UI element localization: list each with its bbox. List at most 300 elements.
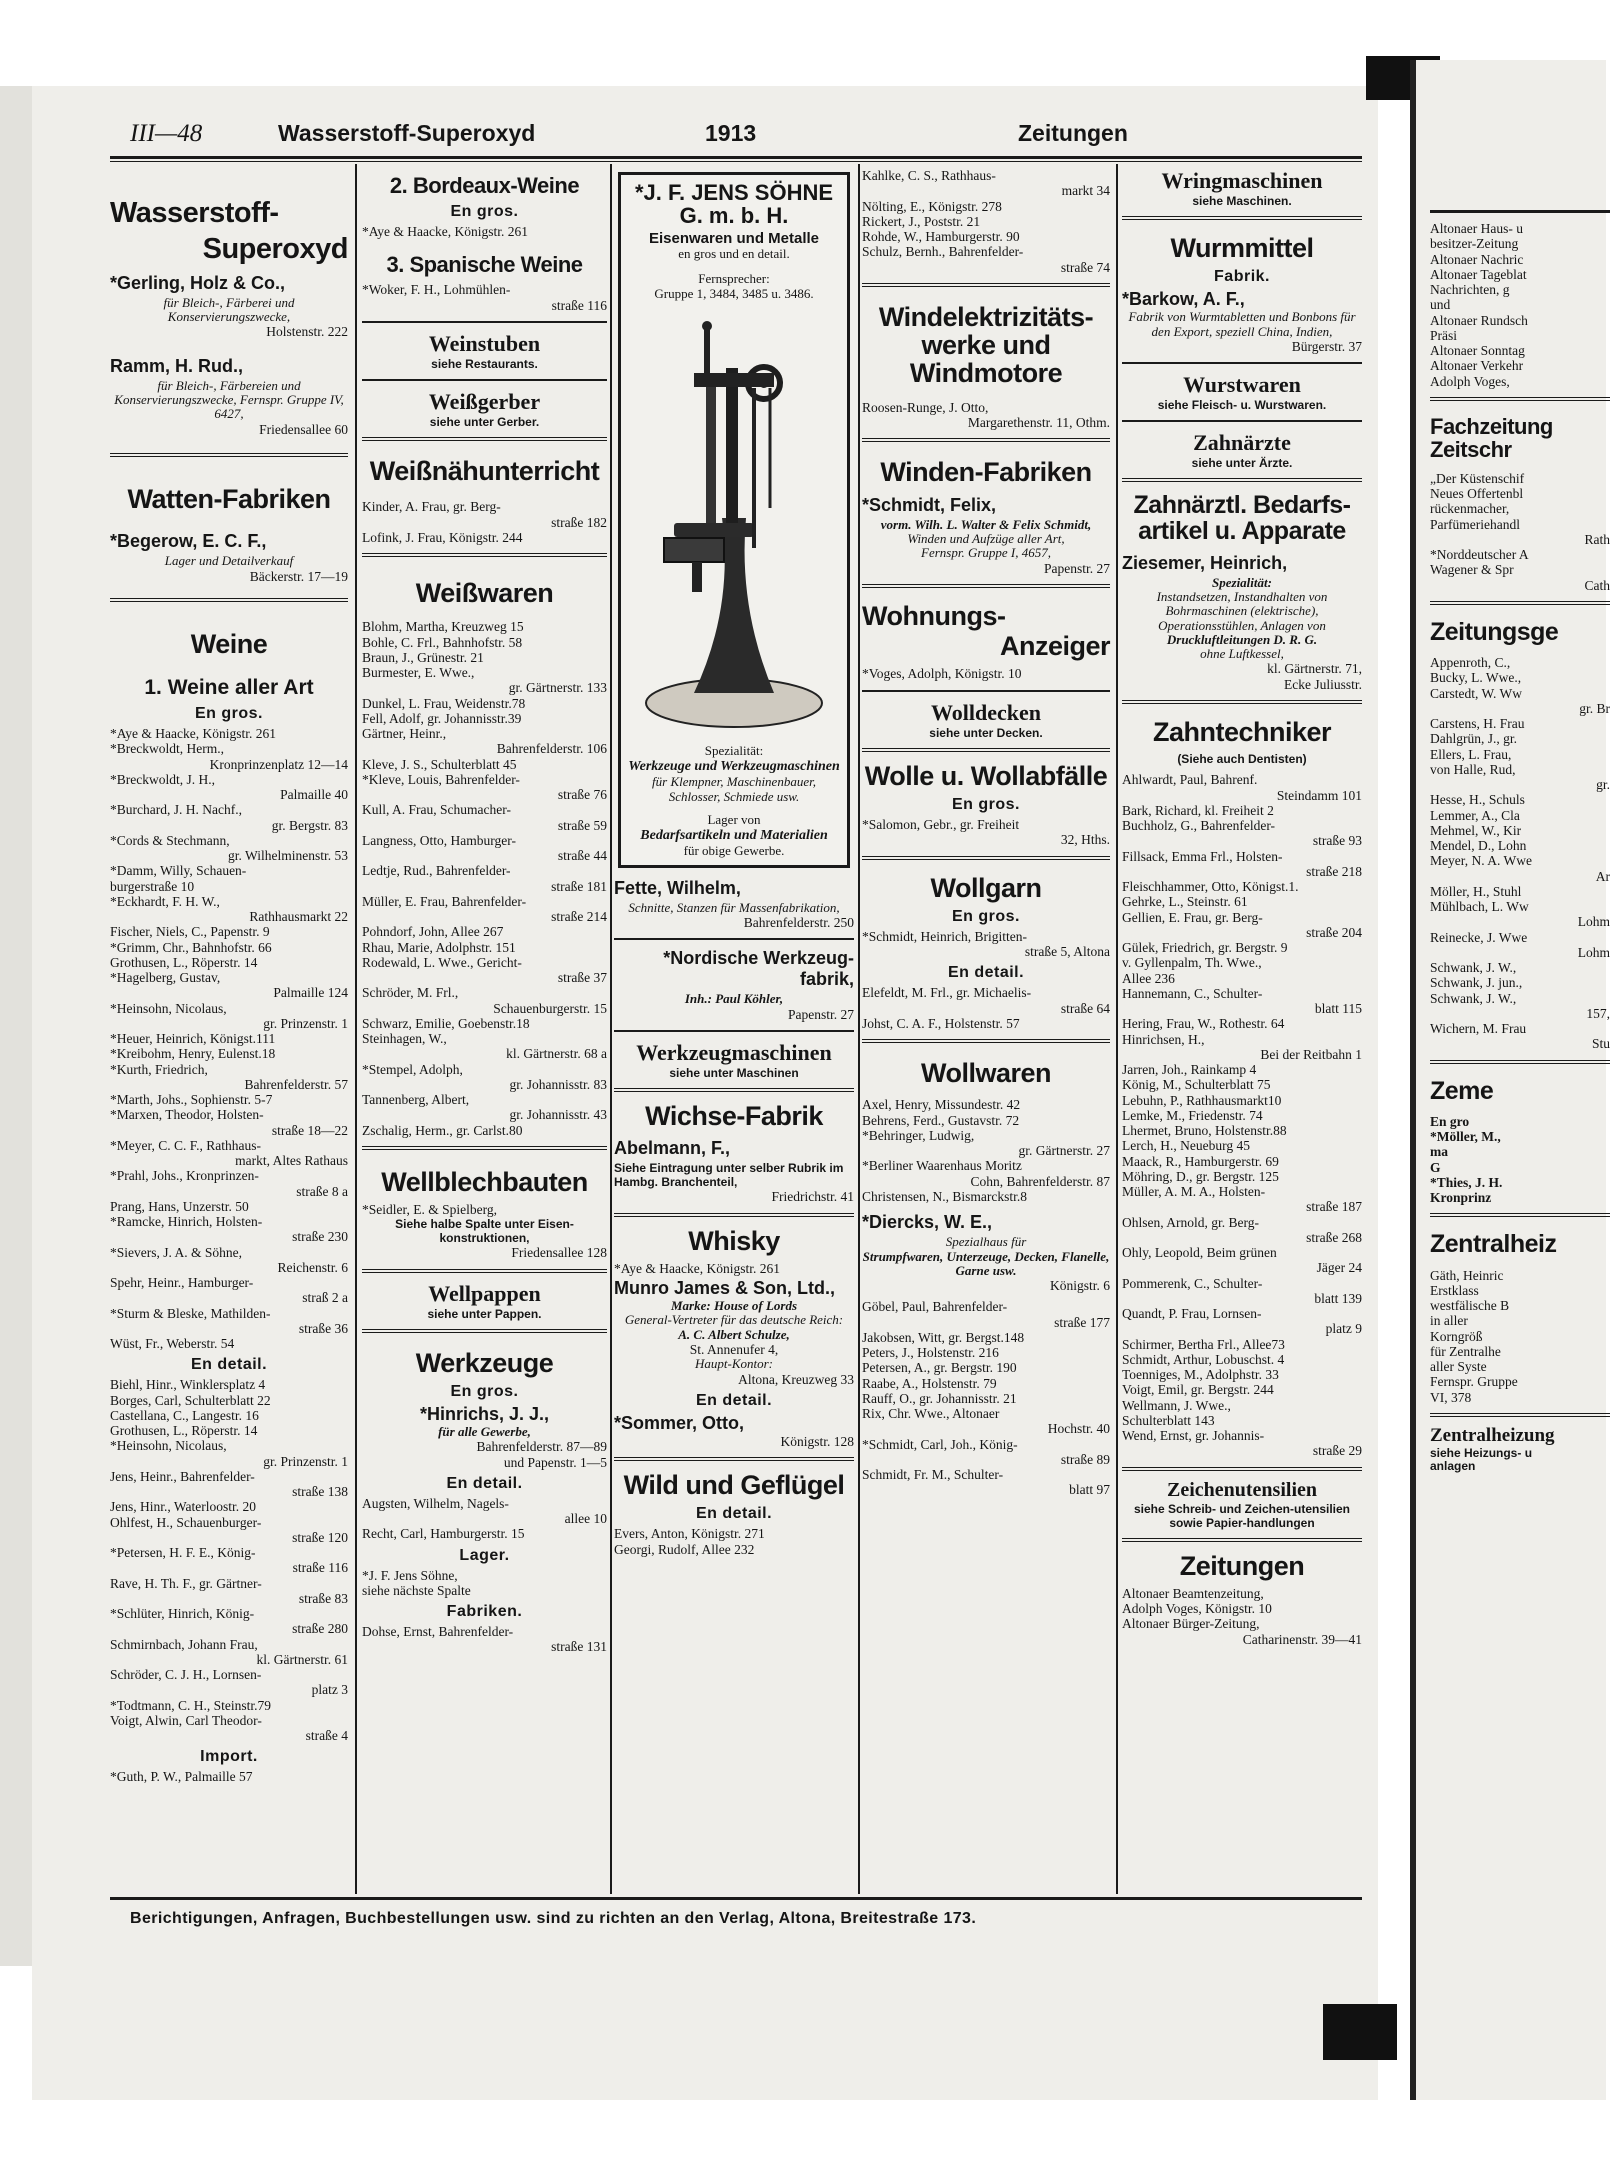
firm-note: Schnitte, Stanzen für Massenfabrikation,	[628, 899, 840, 915]
firm-note: A. C. Albert Schulze,	[678, 1326, 790, 1342]
list-item: Altonaer Tageblat	[1430, 266, 1527, 282]
list-item: *Heinsohn, Nicolaus,	[110, 1438, 227, 1454]
firm-note: für Bleich-, Färbereien und Konservierungszwecke, Fernspr. Gruppe IV, 6427,	[114, 377, 344, 422]
list-item: Gellien, E. Frau, gr. Berg-	[1122, 909, 1263, 925]
list-item: Pommerenk, C., Schulter-	[1122, 1275, 1263, 1291]
list-item: Grothusen, L., Röperstr. 14	[110, 954, 258, 970]
list-item: Langness, Otto, Hamburger-	[362, 832, 516, 848]
list-item: Jarren, Joh., Rainkamp 4	[1122, 1062, 1257, 1078]
next-page-text	[1430, 210, 1610, 1474]
list-item: gr. Bergstr. 83	[271, 817, 348, 833]
list-item: *Woker, F. H., Lohmühlen-	[362, 282, 511, 298]
list-item: Mendel, D., Lohn	[1430, 838, 1527, 854]
list-item: Petersen, A., gr. Bergstr. 190	[862, 1360, 1017, 1376]
ref-note: siehe unter Gerber.	[429, 414, 540, 429]
list-item: blatt 97	[1069, 1482, 1110, 1498]
ref-heading: Wolldecken	[930, 699, 1041, 725]
section-rule	[1122, 1467, 1362, 1471]
ref-heading: Werkzeugmaschinen	[636, 1039, 832, 1065]
list-item: Evers, Anton, Königstr. 271	[614, 1526, 765, 1542]
firm-note: für Bleich-, Färberei und Konservierungszwecke,	[163, 294, 295, 325]
list-item: Dohse, Ernst, Bahrenfelder-	[362, 1624, 514, 1640]
list-item: straße 5, Altona	[1024, 944, 1110, 960]
list-item: *Todtmann, C. H., Steinstr.79	[110, 1697, 272, 1713]
section-rule	[362, 1146, 607, 1150]
section-rule	[1430, 601, 1610, 605]
list-item: Schulz, Bernh., Bahrenfelder-	[862, 244, 1024, 260]
list-item: *Aye & Haacke, Königstr. 261	[362, 224, 528, 240]
list-item: blatt 115	[1314, 1001, 1362, 1017]
firm-address: Altona, Kreuzweg 33	[738, 1371, 854, 1387]
list-item: von Halle, Rud,	[1430, 761, 1516, 777]
list-item: Rathhausmarkt 22	[249, 909, 348, 925]
list-item: *Damm, Willy, Schauen-	[110, 863, 247, 879]
list-item: straße 280	[292, 1621, 348, 1637]
ref-heading: Zahnärzte	[1193, 430, 1291, 456]
heading-weissnaeh: Weißnähunterricht	[369, 455, 600, 486]
drill-press-illustration	[634, 308, 834, 738]
list-item: straße 18—22	[271, 1122, 348, 1138]
list-item: Rauff, O., gr. Johannisstr. 21	[862, 1390, 1017, 1406]
column-3	[614, 168, 854, 1890]
column-rule	[1116, 164, 1118, 1894]
list-item: *Marth, Johs., Sophienstr. 5-7	[110, 1092, 273, 1108]
list-item: Palmaille 40	[280, 787, 348, 803]
list-item: aller Syste	[1430, 1359, 1487, 1375]
firm-name: Munro James & Son, Ltd.,	[614, 1278, 836, 1299]
entry-list	[862, 1097, 1110, 1204]
list-item: *Marxen, Theodor, Holsten-	[110, 1107, 264, 1123]
list-item: straße 89	[1060, 1451, 1110, 1467]
entry-list	[862, 985, 1110, 1031]
list-item: Parfümeriehandl	[1430, 516, 1520, 532]
list-item: Schwank, J. W.,	[1430, 990, 1517, 1006]
list-item: *Hagelberg, Gustav,	[110, 970, 221, 986]
firm-note: für alle Gewerbe,	[438, 1424, 531, 1440]
section-rule	[110, 598, 348, 602]
list-item: straße 182	[551, 514, 607, 530]
list-item: burgerstraße 10	[110, 878, 195, 894]
list-item: allee 10	[564, 1511, 607, 1527]
entry-list	[110, 726, 348, 1351]
list-item: Schwank, J. jun.,	[1430, 975, 1523, 991]
list-item: siehe Heizungs- u	[1430, 1445, 1533, 1460]
list-item: Schauenburgerstr. 15	[493, 1000, 607, 1016]
heading-weisswaren: Weißwaren	[415, 578, 554, 609]
list-item: Lofink, J. Frau, Königstr. 244	[362, 529, 523, 545]
list-item: Schröder, C. J. H., Lornsen-	[110, 1667, 262, 1683]
label-import: Import.	[200, 1748, 258, 1766]
list-item: ma	[1430, 1144, 1448, 1160]
list-item: Spehr, Heinr., Hamburger-	[110, 1275, 254, 1291]
page-number: III—48	[130, 120, 203, 147]
list-item: Toenniges, M., Adolphstr. 33	[1122, 1367, 1279, 1383]
list-item: *Norddeutscher A	[1430, 547, 1529, 563]
label-fabriken: Fabriken.	[446, 1603, 523, 1621]
list-item: straß 2 a	[302, 1290, 348, 1306]
ref-note: siehe Maschinen.	[1192, 194, 1292, 208]
list-item: besitzer-Zeitung	[1430, 236, 1519, 252]
firm-address: Königstr. 128	[780, 1433, 854, 1449]
list-item: *Schlüter, Hinrich, König-	[110, 1606, 255, 1622]
section-rule	[862, 283, 1110, 287]
list-item: Ar	[1595, 868, 1610, 884]
list-item: Nachrichten, g	[1430, 282, 1510, 297]
ad-text: Lager von	[707, 811, 761, 827]
list-item: *Stempel, Adolph,	[362, 1061, 463, 1077]
section-rule	[1122, 362, 1362, 364]
firm-name: *Begerow, E. C. F.,	[110, 531, 267, 552]
list-item: Schirmer, Bertha Frl., Allee73	[1122, 1336, 1285, 1352]
firm-note: Druckluftleitungen D. R. G.	[1166, 631, 1318, 647]
running-head-title: Wasserstoff-Superoxyd	[278, 120, 536, 146]
list-item: Bei der Reitbahn 1	[1260, 1046, 1362, 1062]
section-rule	[1430, 397, 1610, 401]
section-rule	[862, 1039, 1110, 1043]
heading-watten: Watten-Fabriken	[127, 483, 331, 514]
column-1	[110, 168, 348, 1890]
firm-note: Spezialität:	[1212, 574, 1272, 590]
section-rule	[1122, 700, 1362, 704]
list-item: platz 9	[1325, 1321, 1362, 1337]
list-item: Burmester, E. Wwe.,	[362, 665, 475, 681]
list-item: Catharinenstr. 39—41	[1242, 1631, 1362, 1647]
list-item: siehe nächste Spalte	[362, 1582, 471, 1598]
list-item: Müller, A. M. A., Holsten-	[1122, 1184, 1266, 1200]
list-item: Dahlgrün, J., gr.	[1430, 731, 1517, 747]
list-item: Gehrke, L., Steinstr. 61	[1122, 894, 1248, 910]
list-item: Maack, R., Hamburgerstr. 69	[1122, 1153, 1279, 1169]
label-lager: Lager.	[459, 1546, 510, 1564]
list-item: Schröder, M. Frl.,	[362, 985, 459, 1001]
entry-list	[362, 1496, 607, 1542]
ad-text: Spezialität:	[704, 743, 764, 758]
list-item: *Schmidt, Heinrich, Brigitten-	[862, 928, 1027, 944]
list-item: *Salomon, Gebr., gr. Freiheit	[862, 817, 1020, 833]
list-item: straße 74	[1060, 259, 1110, 275]
heading-zeitungen: Zeitungen	[1179, 1550, 1305, 1581]
firm-note: Marke: House of Lords	[670, 1298, 798, 1314]
ref-note: siehe Fleisch- u. Wurstwaren.	[1157, 398, 1327, 413]
list-item: Rath	[1584, 531, 1610, 547]
ad-specialty: Bedarfsartikeln und Materialien	[640, 827, 828, 843]
heading-bordeaux: 2. Bordeaux-Weine	[389, 173, 580, 198]
label-en-gros: En gros.	[450, 203, 519, 221]
list-item: Carstens, H. Frau	[1430, 716, 1525, 732]
list-item: markt 34	[1061, 183, 1110, 199]
column-2	[362, 168, 607, 1890]
list-item: Behrens, Ferd., Gustavstr. 72	[862, 1112, 1020, 1128]
list-item: Stu	[1591, 1036, 1610, 1052]
heading-wasserstoff: Wasserstoff-	[110, 197, 279, 229]
list-item: Altonaer Nachric	[1430, 251, 1524, 267]
firm-address: Bürgerstr. 37	[1291, 338, 1362, 354]
heading-werkzeuge: Werkzeuge	[415, 1347, 554, 1378]
list-item: straße 187	[1306, 1199, 1362, 1215]
list-item: Fillsack, Emma Frl., Holsten-	[1122, 848, 1283, 864]
list-item: Schwank, J. W.,	[1430, 960, 1517, 976]
firm-name: Abelmann, F.,	[614, 1138, 731, 1159]
ad-specialty: Werkzeuge und Werkzeugmaschinen	[628, 758, 840, 774]
section-rule	[1430, 1213, 1610, 1217]
firm-name: *Nordische Werkzeug-fabrik,	[663, 948, 854, 990]
list-item: straße 230	[292, 1229, 348, 1245]
list-item: Lebuhn, P., Rathhausmarkt10	[1122, 1092, 1282, 1108]
list-item: blatt 139	[1314, 1290, 1362, 1306]
list-item: Mühlbach, L. Ww	[1430, 899, 1529, 915]
ref-heading: Wringmaschinen	[1161, 168, 1323, 193]
ad-text: Fernsprecher:	[698, 271, 770, 287]
list-item: kl. Gärtnerstr. 61	[256, 1651, 348, 1667]
list-item: Christensen, N., Bismarckstr.8	[862, 1188, 1027, 1204]
list-item: Steindamm 101	[1276, 787, 1362, 803]
list-item: Schmirnbach, Johann Frau,	[110, 1636, 258, 1652]
list-item: *Cords & Stechmann,	[110, 832, 230, 848]
list-item: Ohly, Leopold, Beim grünen	[1122, 1245, 1277, 1261]
heading-zahntechniker: Zahntechniker	[1152, 716, 1332, 747]
list-item: Castellana, C., Langestr. 16	[110, 1407, 259, 1423]
list-item: Altonaer Sonntag	[1430, 343, 1525, 358]
ref-heading: Zeichenutensilien	[1166, 1478, 1317, 1501]
heading-wollwaren: Wollwaren	[920, 1058, 1052, 1089]
firm-note: Winden und Aufzüge aller Art,	[907, 530, 1065, 546]
entry-list	[362, 1624, 607, 1655]
section-rule	[362, 553, 607, 557]
firm-name: *Gerling, Holz & Co.,	[110, 272, 286, 293]
list-item: gr. Prinzenstr. 1	[263, 1453, 348, 1469]
section-rule	[1122, 1538, 1362, 1542]
heading-zeitungsge: Zeitungsge	[1430, 617, 1559, 646]
list-item: 157,	[1586, 1005, 1610, 1021]
list-item: Grothusen, L., Röperstr. 14	[110, 1423, 258, 1439]
list-item: Altonaer Verkehr	[1430, 358, 1524, 374]
list-item: Jens, Hinr., Waterloostr. 20	[110, 1499, 257, 1515]
list-item: „Der Küstenschif	[1430, 470, 1525, 486]
list-item: Schulterblatt 143	[1122, 1412, 1215, 1428]
firm-note: Strumpfwaren, Unterzeuge, Decken, Flanelle, Garne usw.	[862, 1248, 1110, 1278]
section-rule	[1430, 210, 1610, 213]
firm-address: Bahrenfelderstr. 87—89	[476, 1439, 607, 1455]
section-rule	[614, 1088, 854, 1092]
list-item: Buchholz, G., Bahrenfelder-	[1122, 818, 1276, 834]
list-item: Bahrenfelderstr. 106	[496, 741, 607, 757]
footer-rule	[110, 1897, 1362, 1900]
heading-windelektrizitaet: Windelektrizitäts-werke und Windmotore	[878, 301, 1094, 389]
list-item: straße 4	[305, 1728, 348, 1744]
list-item: Blohm, Martha, Kreuzweg 15	[362, 619, 524, 635]
entry-list	[1430, 1268, 1610, 1405]
list-item: Fernspr. Gruppe	[1430, 1374, 1518, 1390]
list-item: Pohndorf, John, Allee 267	[362, 924, 504, 940]
list-item: Wend, Ernst, gr. Johannis-	[1122, 1428, 1265, 1444]
list-item: *Kurth, Friedrich,	[110, 1061, 208, 1077]
list-item: gr. Gärtnerstr. 133	[508, 680, 607, 696]
list-item: Ellers, L. Frau,	[1430, 746, 1512, 762]
list-item: Fleischhammer, Otto, Königst.1.	[1122, 879, 1299, 895]
list-item: Reinecke, J. Wwe	[1430, 929, 1528, 945]
running-head	[130, 118, 1360, 152]
ref-note: siehe unter Decken.	[929, 725, 1043, 740]
list-item: *Breckwoldt, J. H.,	[110, 771, 215, 787]
list-item: *Grimm, Chr., Bahnhofstr. 66	[110, 939, 272, 955]
list-item: straße 83	[298, 1590, 348, 1606]
list-item: straße 120	[292, 1529, 348, 1545]
heading-spanische: 3. Spanische Weine	[386, 252, 583, 278]
list-item: Fell, Adolf, gr. Johannisstr.39	[362, 710, 522, 726]
list-item: *Aye & Haacke, Königstr. 261	[110, 726, 276, 742]
section-rule	[862, 748, 1110, 752]
firm-name: *Sommer, Otto,	[614, 1412, 745, 1433]
list-item: und	[1430, 297, 1451, 313]
list-item: straße 116	[292, 1560, 348, 1576]
firm-note: Lager und Detailverkauf	[164, 553, 294, 569]
list-item: *Ramcke, Hinrich, Holsten-	[110, 1214, 263, 1230]
entry-list	[362, 1202, 607, 1217]
section-rule	[862, 690, 1110, 692]
list-item: Steinhagen, W.,	[362, 1031, 447, 1047]
list-item: Lemke, M., Friedenstr. 74	[1122, 1107, 1263, 1123]
list-item: straße 218	[1306, 863, 1362, 879]
heading-zahnaerztl: Zahnärztl. Bedarfs-artikel u. Apparate	[1133, 491, 1351, 546]
ad-text: en gros und en detail.	[678, 246, 790, 262]
list-item: Wichern, M. Frau	[1430, 1021, 1527, 1037]
list-item: Schwarz, Emilie, Goebenstr.18	[362, 1015, 530, 1031]
list-item: Rave, H. Th. F., gr. Gärtner-	[110, 1575, 262, 1591]
list-item: Margarethenstr. 11, Othm.	[967, 415, 1110, 431]
section-rule	[1122, 478, 1362, 482]
list-item: Borges, Carl, Schulterblatt 22	[110, 1392, 271, 1408]
section-rule	[862, 584, 1110, 588]
entry-list	[862, 666, 1110, 681]
list-item: Palmaille 124	[273, 985, 348, 1001]
next-page-fragment	[1410, 60, 1610, 2100]
entry-list	[362, 1568, 607, 1599]
list-item: Ahlwardt, Paul, Bahrenf.	[1122, 772, 1258, 788]
list-item: Möhring, D., gr. Bergstr. 125	[1122, 1168, 1279, 1184]
section-rule	[362, 437, 607, 441]
list-item: straße 36	[298, 1320, 348, 1336]
list-item: Rix, Chr. Wwe., Altonaer	[862, 1406, 1000, 1422]
list-item: Wellmann, J. Wwe.,	[1122, 1397, 1231, 1413]
list-item: Elefeldt, M. Frl., gr. Michaelis-	[862, 985, 1032, 1001]
firm-address: St. Annenufer 4,	[689, 1342, 779, 1358]
list-item: Erstklass	[1430, 1282, 1479, 1298]
list-item: Georgi, Rudolf, Allee 232	[614, 1541, 755, 1557]
label-en-gros: En gros.	[194, 705, 263, 723]
list-item: Kronprinz	[1430, 1190, 1492, 1206]
list-item: Recht, Carl, Hamburgerstr. 15	[362, 1526, 525, 1542]
list-item: Altonaer Bürger-Zeitung,	[1122, 1616, 1260, 1632]
list-item: anlagen	[1430, 1459, 1476, 1474]
list-item: Mehmel, W., Kir	[1430, 822, 1522, 838]
list-item: in aller	[1430, 1313, 1468, 1329]
list-item: markt, Altes Rathaus	[235, 1153, 348, 1169]
list-item: *Kreibohm, Henry, Eulenst.18	[110, 1046, 276, 1062]
heading-fachzeitung: Fachzeitung Zeitschr	[1430, 413, 1553, 462]
list-item: *Voges, Adolph, Königstr. 10	[862, 666, 1022, 682]
label-en-gros: En gros.	[450, 1383, 519, 1401]
entry-list	[862, 168, 1110, 275]
list-item: Gäth, Heinric	[1430, 1267, 1504, 1283]
section-rule	[1430, 1060, 1610, 1064]
list-item: Kinder, A. Frau, gr. Berg-	[362, 499, 501, 515]
section-rule	[110, 453, 348, 457]
list-item: straße 93	[1312, 833, 1362, 849]
list-item: Adolph Voges, Königstr. 10	[1122, 1601, 1272, 1617]
list-item: Korngröß	[1430, 1328, 1483, 1344]
list-item: *Kleve, Louis, Bahrenfelder-	[362, 771, 520, 787]
ref-note: siehe unter Maschinen	[669, 1065, 799, 1080]
list-item: Quandt, P. Frau, Lornsen-	[1122, 1306, 1262, 1322]
list-item: straße 138	[292, 1484, 348, 1500]
firm-address: Friedensallee 60	[259, 421, 348, 437]
list-item: *Heinsohn, Nicolaus,	[110, 1000, 227, 1016]
entry-list	[1122, 1586, 1362, 1647]
list-item: gr. Johannisstr. 83	[509, 1076, 607, 1092]
label-en-detail: En detail.	[695, 1391, 773, 1409]
ref-note: siehe unter Ärzte.	[1191, 456, 1293, 471]
firm-note: Haupt-Kontor:	[695, 1356, 773, 1372]
list-item: *Petersen, H. F. E., König-	[110, 1545, 256, 1561]
list-item: Lhermet, Bruno, Holstenstr.88	[1122, 1123, 1287, 1139]
list-item: *Guth, P. W., Palmaille 57	[110, 1769, 253, 1785]
list-item: Zschalig, Herm., gr. Carlst.80	[362, 1122, 523, 1138]
list-item: gr.	[1596, 777, 1610, 793]
list-item: Kronprinzenplatz 12—14	[209, 756, 348, 772]
firm-note: Instandsetzen, Instandhalten von Bohrmaschinen (elektrische), Operationsstühlen, Anlagen von	[1156, 588, 1328, 633]
label-en-gros: En gros.	[951, 796, 1020, 814]
ref-note: (Siehe auch Dentisten)	[1177, 752, 1307, 767]
list-item: Möller, H., Stuhl	[1430, 883, 1522, 899]
list-item: rückenmacher,	[1430, 501, 1510, 517]
list-item: Wagener & Spr	[1430, 562, 1514, 578]
list-item: Hinrichsen, H.,	[1122, 1031, 1205, 1047]
list-item: G	[1430, 1159, 1441, 1175]
entry-list	[1430, 655, 1610, 1052]
list-item: straße 29	[1312, 1443, 1362, 1459]
list-item: Hochstr. 40	[1047, 1421, 1110, 1437]
list-item: *Berliner Waarenhaus Moritz	[862, 1158, 1022, 1174]
firm-name: Fette, Wilhelm,	[614, 877, 741, 898]
section-rule	[862, 438, 1110, 442]
list-item: Jäger 24	[1316, 1260, 1362, 1276]
cross-reference: Siehe halbe Spalte unter Eisen-konstruktionen,	[395, 1217, 574, 1246]
entry-list	[862, 400, 1110, 431]
list-item: *Aye & Haacke, Königstr. 261	[614, 1260, 780, 1276]
firm-note: vorm. Wilh. L. Walter & Felix Schmidt,	[880, 516, 1092, 532]
ad-subtitle: Eisenwaren und Metalle	[648, 230, 820, 248]
column-5	[1122, 168, 1362, 1890]
list-item: Kahlke, C. S., Rathhaus-	[862, 168, 996, 183]
column-rule	[858, 164, 860, 1894]
list-item: Friedensallee 128	[511, 1245, 607, 1261]
list-item: Ohlsen, Arnold, gr. Berg-	[1122, 1214, 1259, 1230]
heading-anzeiger: Anzeiger	[999, 631, 1110, 662]
label-en-gros: En gros.	[951, 907, 1020, 925]
list-item: Gülek, Friedrich, gr. Bergstr. 9	[1122, 940, 1288, 956]
list-item: *J. F. Jens Söhne,	[362, 1567, 458, 1583]
list-item: straße 214	[551, 909, 607, 925]
ref-heading: Wurstwaren	[1183, 372, 1301, 398]
section-rule	[362, 1329, 607, 1333]
list-item: 32, Hths.	[1060, 832, 1110, 848]
list-item: Bahrenfelderstr. 57	[244, 1076, 348, 1092]
firm-note: Inh.: Paul Köhler,	[684, 991, 784, 1007]
ref-heading: Zentralheizung	[1430, 1424, 1555, 1446]
ref-note: siehe unter Pappen.	[427, 1306, 542, 1321]
list-item: Lerch, H., Neueburg 45	[1122, 1138, 1250, 1154]
heading-wohnungs: Wohnungs-	[862, 600, 1006, 631]
